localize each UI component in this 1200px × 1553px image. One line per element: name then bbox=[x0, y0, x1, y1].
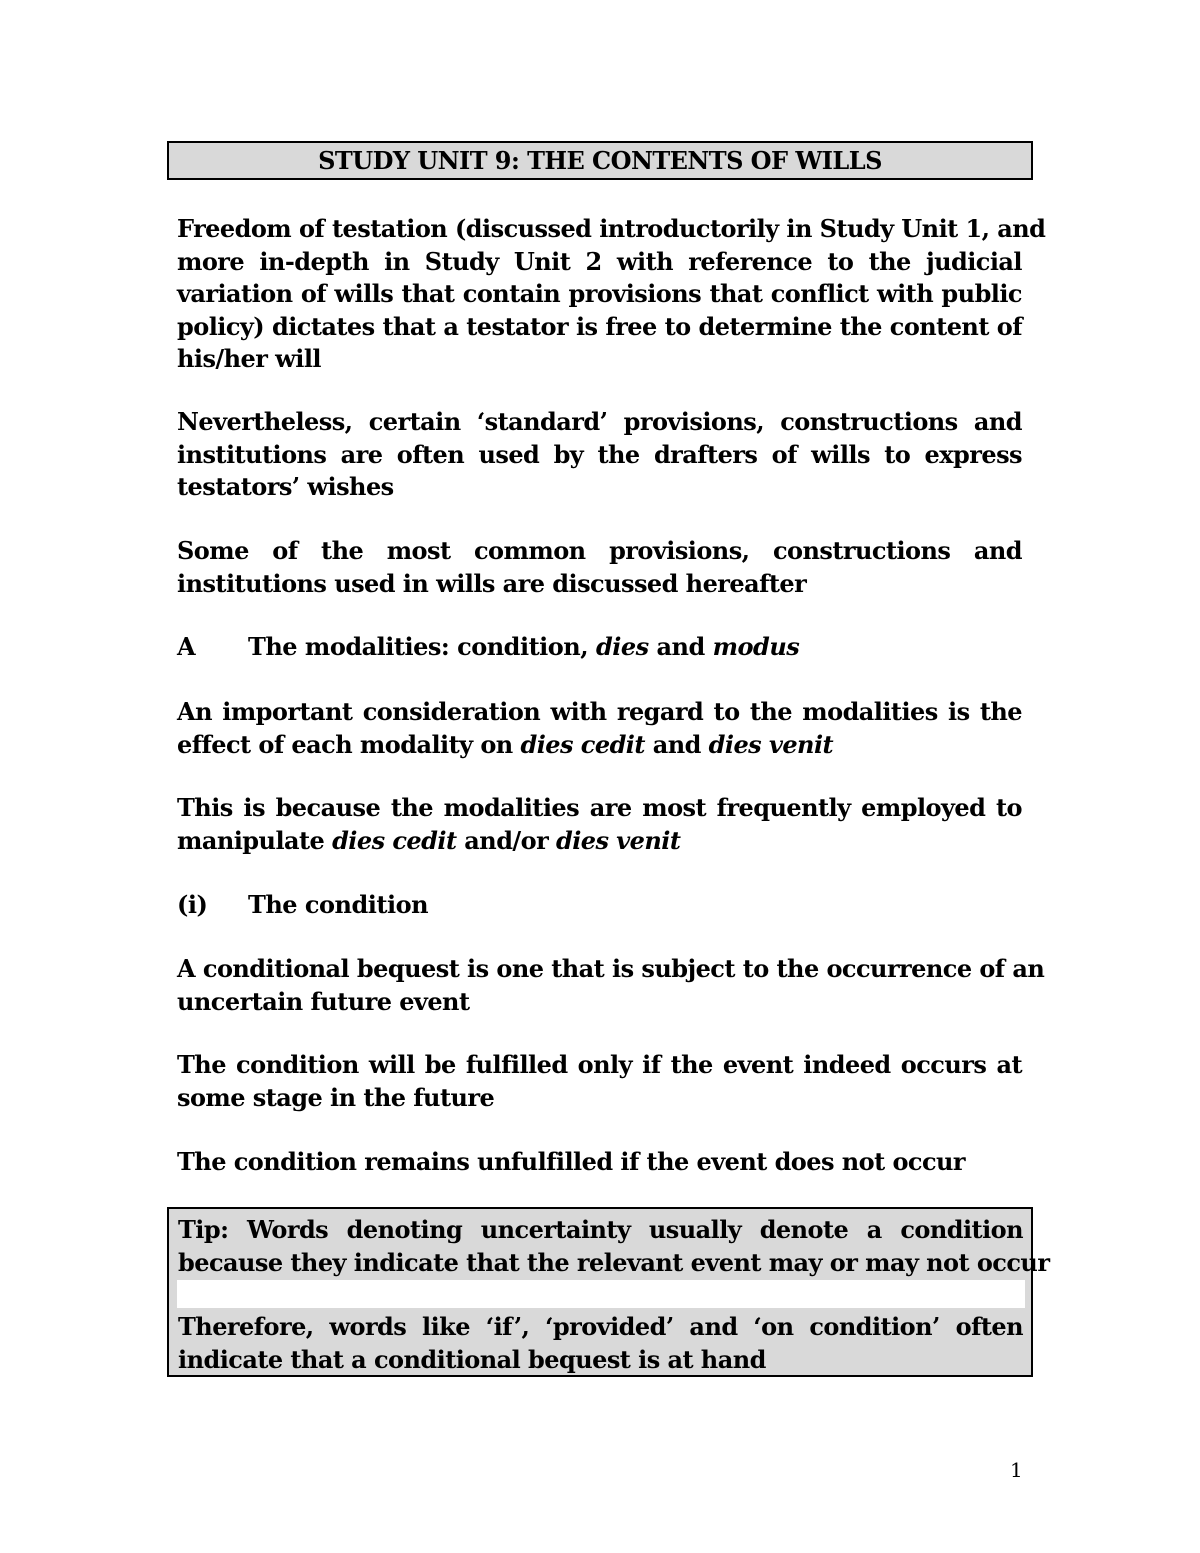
section-title-dies: dies bbox=[595, 632, 649, 661]
text-line: Some of the most common provisions, constructions and bbox=[177, 536, 1022, 565]
text-line: A conditional bequest is one that is subject to the occurrence of an bbox=[177, 954, 1045, 983]
paragraph-manipulate bbox=[177, 792, 1022, 857]
text-fragment: effect of each modality on bbox=[177, 729, 521, 759]
text-line: more in-depth in Study Unit 2 with reference to the judicial bbox=[177, 246, 1022, 276]
text-line: An important consideration with regard to the modalities is the bbox=[177, 697, 1022, 726]
text-dies-venit: dies venit bbox=[556, 825, 681, 855]
paragraph-standard-provisions bbox=[177, 406, 1022, 504]
text-line: because they indicate that the relevant event may or may not occur bbox=[178, 1247, 1050, 1277]
paragraph-condition-fulfilled bbox=[177, 1049, 1022, 1114]
paragraph-common-provisions bbox=[177, 535, 1022, 600]
paragraph-freedom-of-testation bbox=[177, 213, 1046, 376]
text-dies-cedit: dies cedit bbox=[520, 729, 645, 759]
text-dies-cedit: dies cedit bbox=[332, 825, 457, 855]
tip-text-bottom bbox=[178, 1311, 1023, 1376]
text-fragment: manipulate bbox=[177, 825, 333, 855]
section-title-text: The modalities: condition, bbox=[248, 632, 596, 661]
text-dies-venit: dies venit bbox=[708, 729, 834, 759]
subsection-title: The condition bbox=[248, 890, 429, 919]
text-line: policy) dictates that a testator is free to determine the content of bbox=[177, 311, 1022, 341]
section-number: A bbox=[177, 632, 196, 661]
text-line: uncertain future event bbox=[177, 986, 470, 1016]
page-number: 1 bbox=[1010, 1458, 1023, 1482]
text-line bbox=[177, 729, 1022, 762]
text-line: testators’ wishes bbox=[177, 472, 394, 501]
unit-title: STUDY UNIT 9: THE CONTENTS OF WILLS bbox=[167, 141, 1033, 180]
text-line: institutions are often used by the drafters of wills to express bbox=[177, 439, 1022, 469]
text-line: Therefore, words like ‘if’, ‘provided’ and ‘on condition’ often bbox=[178, 1312, 1023, 1341]
text-line: Tip: Words denoting uncertainty usually denote a condition bbox=[178, 1215, 1023, 1244]
paragraph-condition-unfulfilled bbox=[177, 1146, 1022, 1179]
text-line: institutions used in wills are discussed hereafter bbox=[177, 568, 807, 598]
text-line: This is because the modalities are most frequently employed to bbox=[177, 793, 1022, 822]
section-title-modus: modus bbox=[712, 632, 800, 661]
tip-box bbox=[167, 1207, 1050, 1377]
text-line: some stage in the future bbox=[177, 1082, 495, 1112]
section-title-and: and bbox=[648, 632, 713, 661]
tip-text-top bbox=[178, 1214, 1050, 1279]
text-line: variation of wills that contain provisions that conflict with public bbox=[177, 279, 1022, 308]
text-line: his/her will bbox=[177, 344, 321, 373]
text-fragment: and bbox=[644, 729, 709, 759]
section-title bbox=[248, 632, 799, 661]
text-line: indicate that a conditional bequest is at hand bbox=[178, 1344, 766, 1374]
subsection-number: (i) bbox=[177, 890, 208, 919]
paragraph-conditional-bequest bbox=[177, 953, 1045, 1018]
subsection-heading-condition bbox=[177, 889, 428, 921]
tip-box-gap bbox=[177, 1280, 1025, 1308]
text-line: The condition will be fulfilled only if the event indeed occurs at bbox=[177, 1050, 1022, 1079]
text-line: Freedom of testation (discussed introductorily in Study Unit 1, and bbox=[177, 214, 1046, 243]
text-line: The condition remains unfulfilled if the event does not occur bbox=[177, 1147, 966, 1176]
paragraph-important-consideration bbox=[177, 696, 1022, 761]
text-line bbox=[177, 825, 1022, 858]
text-fragment: and/or bbox=[456, 825, 556, 855]
text-line: Nevertheless, certain ‘standard’ provisions, constructions and bbox=[177, 407, 1022, 436]
section-heading-a bbox=[177, 631, 799, 663]
